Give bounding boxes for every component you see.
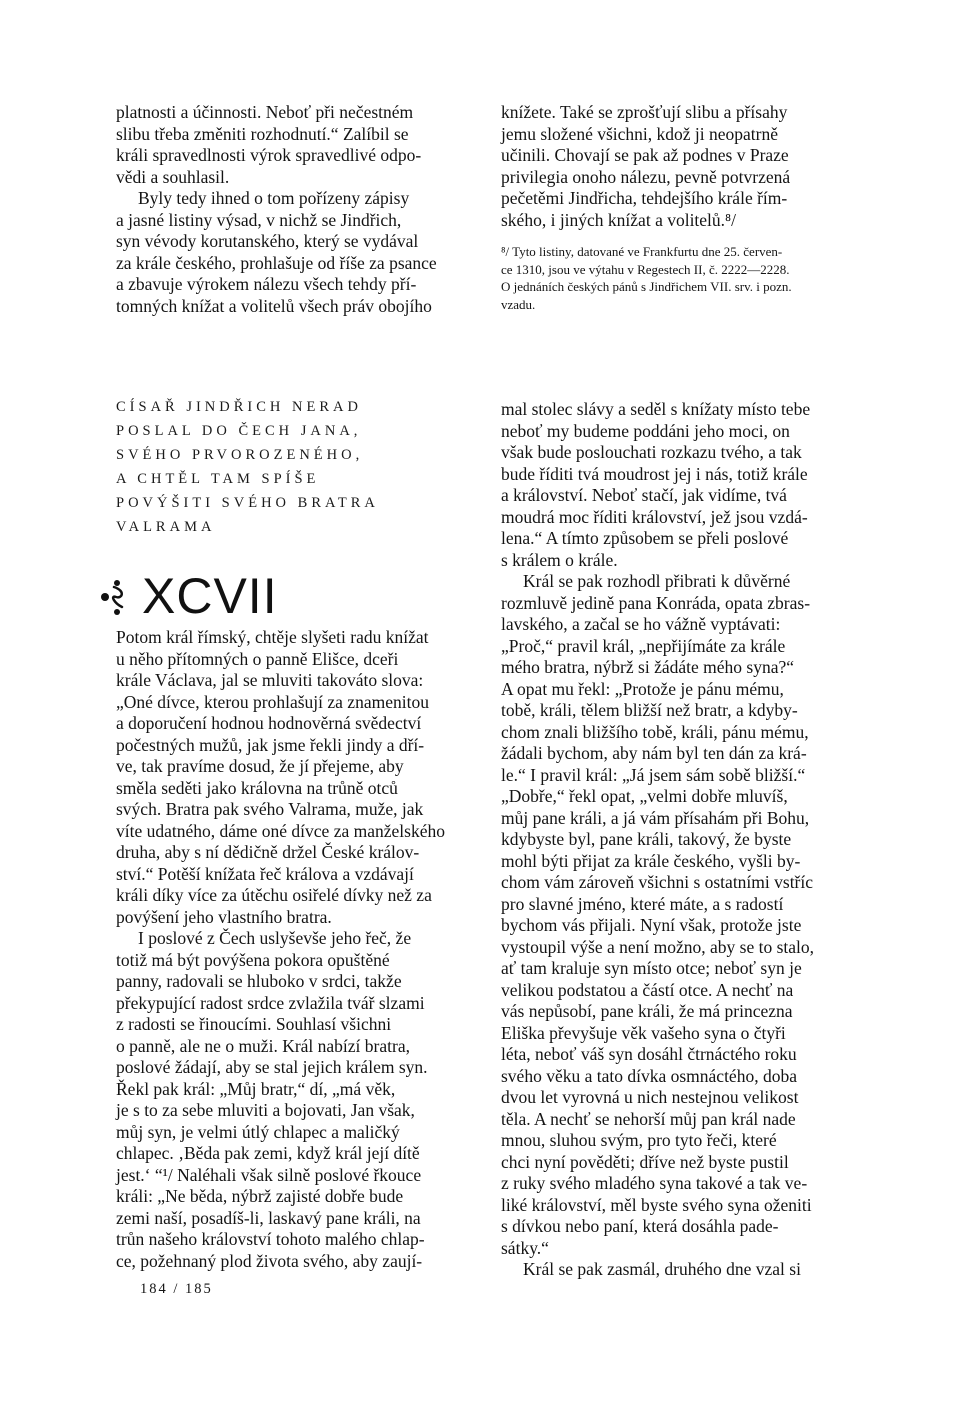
top-right-paragraph: knížete. Také se zprošťují slibu a přísahy jemu složené všichni, kdož ji neopatrně učinili. Chovají se pak až podnes v Praze privilegia onoho nálezu, pevně potvrzená pečetěmi Jindřicha, tehdejšího krále řím- ského, i jiných knížat a volitelů.⁸/: [501, 102, 791, 230]
body-right-paragraph-1: mal stolec slávy a seděl s knížaty místo tebe neboť my budeme poddáni jeho moci, on však bude poslouchati rozkazu tvého, a tak bude říditi tvá moudrost jej i nás, totiž krále a království. Neboť stačí, jak vidíme, tvá moudrá moc říditi království, jež jsou vzdá- lena.“ A tímto způsobem se přeli poslové s králem o krále.: [501, 399, 811, 570]
chapter-number-block: [96, 566, 278, 626]
top-right-column: [501, 102, 863, 313]
fleuron-ornament-icon: [96, 571, 132, 621]
body-right-column: [501, 399, 863, 1281]
page-number: 184 / 185: [140, 1281, 213, 1297]
body-left-paragraph-1: Potom král římský, chtěje slyšeti radu knížat u něho přítomných o panně Elišce, dceři krále Václava, jal se mluviti takováto slova: „Oné dívce, kterou prohlašují za znamenitou a doporučení hodnou hodnověrná svědectví počestných mužů, jak jsme řekli jindy a dří- ve, tak pravíme dosud, že jí přejeme, aby směla seděti jako královna na trůně otců svých. Bratra pak svého Valrama, muže, jak víte udatného, dáme oné dívce za manželského druha, aby s ní dědičně držel České králov- ství.“ Potěší knížata řeč králova a vzdávají králi díky více za útěchu osiřelé dívky než za povýšení jeho vlastního bratra.: [116, 627, 445, 927]
body-left-paragraph-2: I poslové z Čech uslyševše jeho řeč, že totiž má být povýšena pokora opuštěné panny, radovali se hluboko v srdci, takže překypující radost srdce zvlažila tvář slzami z radosti se řinoucími. Souhlasí všichni o panně, ale ne o muži. Král nabízí bratra, poslové žádají, aby se stal jejich králem syn. Řekl pak král: „Můj bratr,“ dí, „má věk, je s to za sebe mluviti a bojovati, Jan však, můj syn, je velmi útlý chlapec a maličký chlapec. ‚Běda pak zemi, když král její dítě jest.‘ “¹/ Naléhali však silně poslové řkouce králi: „Ne běda, nýbrž zajisté dobře bude zemi naší, posadíš-li, laskavý pane králi, na trůn našeho království tohoto malého chlap- ce, požehnaný plod života svého, aby zaují-: [116, 928, 428, 1271]
chapter-heading: [116, 395, 486, 539]
body-left-column: [116, 627, 478, 1272]
top-left-paragraph-2: Byly tedy ihned o tom pořízeny zápisy a jasné listiny výsad, v nichž se Jindřich, syn vévody korutanského, který se vydával za krále českého, prohlašuje od říše za psance a zbavuje výrokem nálezu všech tehdy pří- tomných knížat a volitelů všech práv obojího: [116, 188, 437, 316]
top-left-column: [116, 102, 477, 317]
body-right-paragraph-2: Král se pak rozhodl přibrati k důvěrné rozmluvě jedině pana Konráda, opata zbras- lavského, a začal se ho vážně vyptávati: „Proč,“ pravil král, „nepřijímáte za krále mého bratra, nýbrž si žádáte mého syna?“ A opat mu řekl: „Protože je pánu mému, tobě, králi, tělem bližší než bratr, a kdyby- chom znali bližšího tobě, králi, pánu mému, žádali bychom, aby nám byl ten dán za krá- le.“ I pravil král: „Já jsem sám sobě bližší.“ „Dobře,“ řekl opat, „velmi dobře mluvíš, můj pane králi, a já vám přísahám při Bohu, kdybyste byl, pane králi, takový, že byste mohl býti přijat za krále českého, vyšli by- chom vám zároveň všichni s ostatními vstříc pro slavné jméno, které máte, a s radostí bychom vás přijali. Nyní však, protože jste vystoupil výše a není možno, aby se to stalo, ať tam kraluje syn místo otce; neboť syn je velikou podstatou a částí otce. A nechť na vás nepůsobí, pane králi, že má princezna Eliška převyšuje věk vašeho syna o čtyři léta, neboť váš syn dosáhl čtrnáctého roku svého věku a tato dívka osmnáctého, doba dvou let vyrovná u nich nestejnou velikost těla. A nechť se nehorší můj pan král nade mnou, sluhou svým, pro tyto řeči, které chci nyní pověděti; dříve než byste pustil z ruky svého mladého syna takové a tak ve- liké království, měl byste svého syna oženiti s dívkou nebo paní, která dosáhla pade- sátky.“: [501, 571, 815, 1258]
top-left-paragraph-1: platnosti a účinnosti. Neboť při nečestném slibu třeba změniti rozhodnutí.“ Zalíbil se králi spravedlnosti výrok spravedlivé odpo- vědi a souhlasil.: [116, 102, 422, 187]
chapter-number: XCVII: [142, 568, 278, 624]
chapter-heading-text: CÍSAŘ JINDŘICH NERAD POSLAL DO ČECH JANA, SVÉHO PRVOROZENÉHO, A CHTĚL TAM SPÍŠE POVÝŠITI SVÉHO BRATRA VALRAMA: [116, 399, 379, 535]
footnote-8: ⁸/ Tyto listiny, datované ve Frankfurtu dne 25. červen- ce 1310, jsou ve výtahu v Regestech II, č. 2222—2228. O jednáních českých pánů s Jindřichem VII. srv. i pozn. vzadu.: [501, 244, 792, 312]
body-right-paragraph-3: Král se pak zasmál, druhého dne vzal si: [523, 1259, 801, 1279]
